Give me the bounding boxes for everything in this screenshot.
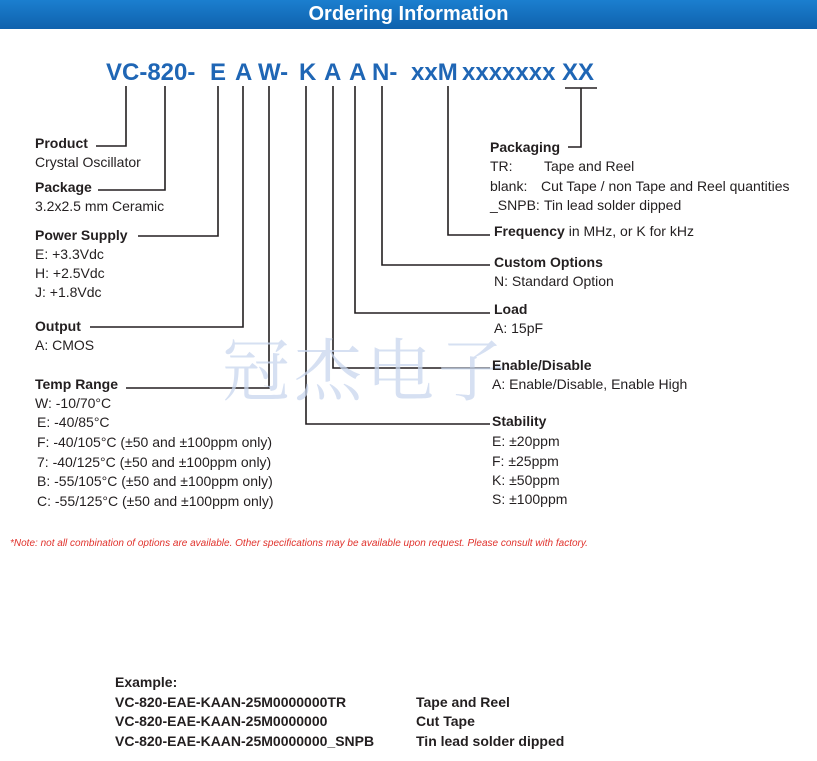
example-desc: Tin lead solder dipped (416, 733, 565, 749)
example-code: VC-820-EAE-KAAN-25M0000000TR (115, 694, 347, 710)
temp-range-heading: Temp Range (35, 376, 118, 392)
leader-product (96, 86, 126, 146)
example-code: VC-820-EAE-KAAN-25M0000000 (115, 713, 328, 729)
stability-heading: Stability (492, 413, 547, 429)
code-enable: A (349, 59, 367, 86)
frequency-suffix: in MHz, or K for kHz (564, 223, 694, 239)
temp-range-line: E: -40/85°C (37, 414, 110, 430)
code-frequency-unit: xxM (411, 59, 458, 86)
stability-line: S: ±100ppm (492, 491, 568, 507)
temp-range-line: B: -55/105°C (±50 and ±100ppm only) (37, 473, 273, 489)
page-title: Ordering Information (308, 3, 509, 25)
code-stability: A (324, 59, 342, 86)
code-output: W- (258, 59, 289, 86)
footnote: *Note: not all combination of options are available. Other specifications may be available upon request. Please consult with factory. (10, 538, 588, 549)
code-temp: K (299, 59, 317, 86)
example-heading: Example: (115, 674, 178, 690)
code-package: E (210, 59, 227, 86)
enable-disable-heading: Enable/Disable (492, 357, 592, 373)
stability-line: K: ±50ppm (492, 472, 560, 488)
code-supply: A (235, 59, 253, 86)
packaging-heading: Packaging (490, 139, 561, 155)
load-heading: Load (494, 301, 528, 317)
custom-options-line: N: Standard Option (494, 273, 614, 289)
packaging-key: _SNPB: (490, 197, 540, 213)
temp-range-line: 7: -40/125°C (±50 and ±100ppm only) (37, 454, 272, 470)
temp-range-line: F: -40/105°C (±50 and ±100ppm only) (37, 434, 272, 450)
example-desc: Tape and Reel (416, 694, 510, 710)
leader-custom-options (382, 86, 490, 265)
power-supply-line: J: +1.8Vdc (35, 284, 102, 300)
package-line: 3.2x2.5 mm Ceramic (35, 198, 165, 214)
output-heading: Output (35, 318, 81, 334)
leader-package (98, 86, 165, 190)
frequency-row (494, 222, 694, 241)
stability-line: F: ±25ppm (492, 453, 559, 469)
product-line: Crystal Oscillator (35, 154, 141, 170)
power-supply-heading: Power Supply (35, 227, 128, 243)
power-supply-line: E: +3.3Vdc (35, 246, 104, 262)
custom-options-heading: Custom Options (494, 254, 603, 270)
package-heading: Package (35, 179, 92, 195)
example-code: VC-820-EAE-KAAN-25M0000000_SNPB (115, 733, 375, 749)
packaging-value: Cut Tape / non Tape and Reel quantities (541, 178, 790, 194)
leader-load (355, 86, 490, 313)
packaging-key: blank: (490, 178, 528, 194)
watermark: 冠杰电子 (222, 333, 511, 412)
load-line: A: 15pF (494, 320, 544, 336)
packaging-key: TR: (490, 158, 513, 174)
leader-frequency (448, 86, 490, 235)
power-supply-line: H: +2.5Vdc (35, 265, 105, 281)
packaging-value: Tin lead solder dipped (544, 197, 682, 213)
code-load: N- (372, 59, 398, 86)
temp-range-line: C: -55/125°C (±50 and ±100ppm only) (37, 493, 274, 509)
code-frequency-digits: xxxxxxx (462, 59, 556, 86)
code-prefix: VC-820- (106, 59, 196, 86)
example-desc: Cut Tape (416, 713, 475, 729)
temp-range-line: W: -10/70°C (35, 395, 112, 411)
output-line: A: CMOS (35, 337, 95, 353)
leader-packaging-drop (568, 88, 581, 147)
enable-disable-line: A: Enable/Disable, Enable High (492, 376, 688, 392)
product-heading: Product (35, 135, 88, 151)
frequency-heading: Frequency (494, 223, 565, 239)
stability-line: E: ±20ppm (492, 433, 560, 449)
code-packaging: XX (562, 59, 595, 86)
packaging-value: Tape and Reel (544, 158, 635, 174)
